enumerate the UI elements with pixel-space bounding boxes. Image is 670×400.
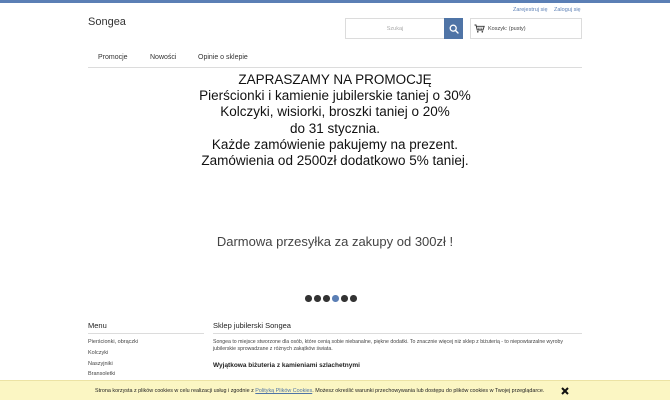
sidebar-item-pierscionki[interactable]: Pierścionki, obrączki [88, 339, 139, 345]
close-icon [561, 387, 569, 395]
slider-dot[interactable] [332, 295, 339, 302]
sidebar-item-kolczyki[interactable]: Kolczyki [88, 350, 109, 356]
banner-line: do 31 stycznia. [289, 120, 381, 136]
content-title: Sklep jubilerski Songea [213, 321, 291, 330]
slider-dot[interactable] [305, 295, 312, 302]
banner-line: Zamówienia od 2500zł dodatkowo 5% taniej. [201, 153, 469, 169]
slider-dot[interactable] [341, 295, 348, 302]
slider-pagination [305, 295, 357, 302]
cookie-policy-link[interactable]: Polityką Plików Cookies [255, 388, 313, 394]
divider [213, 333, 582, 334]
cookie-text-after: . Możesz określić warunki przechowywania lub dostępu do plików cookies w Twojej przeglądarce. [312, 388, 545, 394]
cart-button[interactable] [470, 18, 582, 39]
banner-line: Każde zamówienie pakujemy na prezent. [211, 136, 459, 152]
cookie-close-button[interactable] [560, 386, 570, 396]
main-nav [88, 50, 582, 68]
basket-icon [474, 24, 485, 33]
login-link[interactable]: Zaloguj się [554, 7, 581, 13]
cookie-text-before: Strona korzysta z plików cookies w celu realizacji usług i zgodnie z [95, 388, 256, 394]
cookie-text [95, 388, 544, 394]
content-subheading: Wyjątkowa biżuteria z kamieniami szlachetnymi [213, 362, 360, 369]
divider [88, 333, 204, 334]
banner-line: Kolczyki, wisiorki, broszki taniej o 20% [220, 104, 450, 120]
register-link[interactable]: Zarejestruj się [513, 7, 548, 13]
free-shipping-text: Darmowa przesyłka za zakupy od 300zł ! [216, 234, 454, 249]
sidebar-item-naszyjniki[interactable]: Naszyjniki [88, 361, 113, 367]
cart-label: Koszyk: (pusty) [488, 25, 526, 32]
banner-line: ZAPRASZAMY NA PROMOCJĘ [238, 72, 432, 87]
search-button[interactable] [444, 18, 463, 39]
sidebar-item-bransoletki[interactable]: Bransoletki [88, 371, 116, 377]
nav-item-promocje[interactable]: Promocje [98, 54, 128, 61]
site-logo[interactable]: Songea [88, 16, 126, 28]
banner-line: Pierścionki i kamienie jubilerskie taniej o 30% [199, 88, 471, 104]
nav-item-nowosci[interactable]: Nowości [150, 54, 177, 61]
cookie-banner [0, 380, 670, 400]
top-accent-bar [0, 0, 670, 3]
nav-item-opinie[interactable]: Opinie o sklepie [198, 54, 248, 61]
sidebar-title: Menu [88, 321, 107, 330]
search-input[interactable] [345, 18, 444, 39]
slider-dot[interactable] [350, 295, 357, 302]
slider-dot[interactable] [323, 295, 330, 302]
slider-dot[interactable] [314, 295, 321, 302]
content-paragraph: Songea to miejsce stworzone dla osób, które cenią sobie niebanalne, piękne dodatki. To znacznie więcej niż sklep z biżuterią - to niepowtarzalne wyroby jubilerskie sprowadzane z różnych zakątków świata. [213, 339, 563, 353]
magnifier-icon [449, 24, 459, 34]
promo-banner[interactable] [88, 72, 582, 169]
